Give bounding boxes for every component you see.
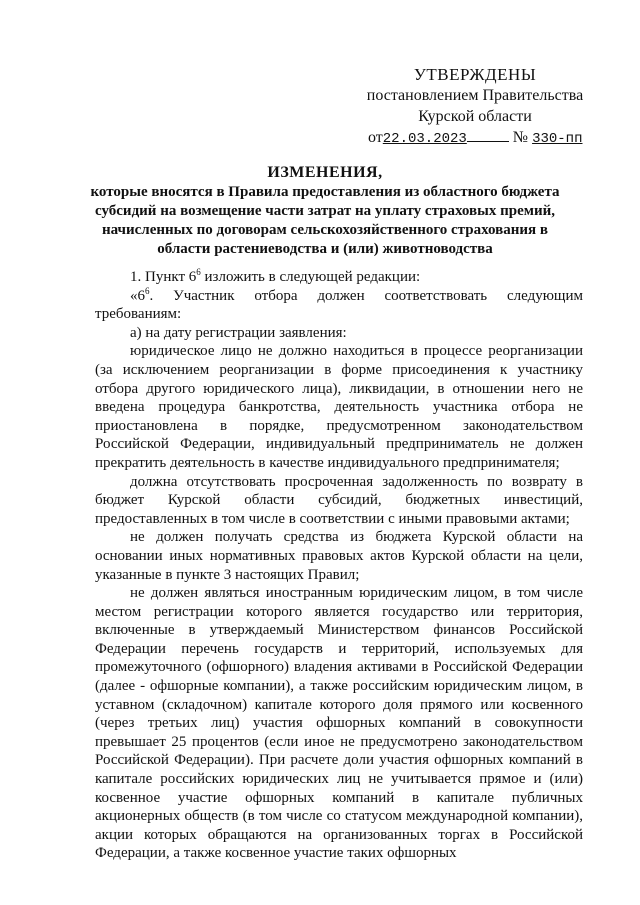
approval-title: УТВЕРЖДЕНЫ [413, 65, 537, 84]
paragraph-7: не должен являться иностранным юридическим лицом, в том числе местом регистрации которого является государство или территория, включенные в утверждаемый Министерством финансов Российской Федерации перечень государств и территорий, используемых для промежуточного (офшорного) владения активами в Российской Федерации (далее - офшорные компании), а также российским юридическим лицом, в уставном (складочном) капитале которого доля прямого или косвенного (через третьих лиц) участия офшорных компаний в совокупности превышает 25 процентов (если иное не предусмотрено законодательством Российской Федерации). При расчете доли участия офшорных компаний в капитале российских юридических лиц не учитывается прямое и (или) косвенное участие офшорных компаний в капитале публичных акционерных обществ (в том числе со статусом международной компании), акции которых обращаются на организованных торгах в Российской Федерации, а также косвенное участие таких офшорных [95, 585, 583, 862]
document-heading [90, 163, 560, 259]
paragraph-3: а) на дату регистрации заявления: [130, 324, 347, 341]
approval-number: 330-пп [532, 131, 583, 147]
p1-superscript: 6 [196, 267, 201, 277]
paragraph-1 [95, 268, 583, 287]
p2-superscript: 6 [145, 285, 150, 296]
approval-stamp [360, 64, 590, 150]
date-underline [467, 128, 509, 142]
approval-line-2: Курской области [418, 108, 532, 125]
document-body [95, 268, 583, 863]
paragraph-6: не должен получать средства из бюджета Курской области на основании иных нормативных правовых актов Курской области на цели, указанные в пункте 3 настоящих Правил; [95, 529, 583, 583]
date-prefix: от [368, 129, 383, 146]
p2-text-end: . Участник отбора должен соответствовать следующим требованиям: [95, 287, 583, 323]
number-prefix: № [512, 129, 529, 146]
p1-text: 1. Пункт 6 [130, 269, 197, 285]
approval-date: 22.03.2023 [382, 131, 467, 147]
document-title: ИЗМЕНЕНИЯ, [267, 164, 383, 181]
paragraph-5: должна отсутствовать просроченная задолженность по возврату в бюджет Курской области субсидий, бюджетных инвестиций, предоставленных в том числе в соответствии с иными правовыми актами; [95, 473, 583, 527]
approval-date-line [360, 127, 590, 150]
document-subtitle: которые вносятся в Правила предоставления из областного бюджета субсидий на возмещение части затрат на уплату страховых премий, начисленных по договорам сельскохозяйственного страхования в области растениеводства и (или) животноводства [90, 184, 560, 257]
paragraph-4: юридическое лицо не должно находиться в процессе реорганизации (за исключением реорганизации в форме присоединения к участнику отбора другого юридического лица), ликвидации, в отношении него не введена процедура банкротства, деятельность участника отбора не приостановлена в порядке, предусмотренном законодательством Российской Федерации, индивидуальный предприниматель не должен прекратить деятельность в качестве индивидуального предпринимателя; [95, 343, 583, 471]
p2-text: «6 [130, 287, 145, 304]
p1-text-end: изложить в следующей редакции: [200, 269, 421, 285]
paragraph-2 [95, 287, 583, 324]
approval-line-1: постановлением Правительства [366, 87, 584, 104]
